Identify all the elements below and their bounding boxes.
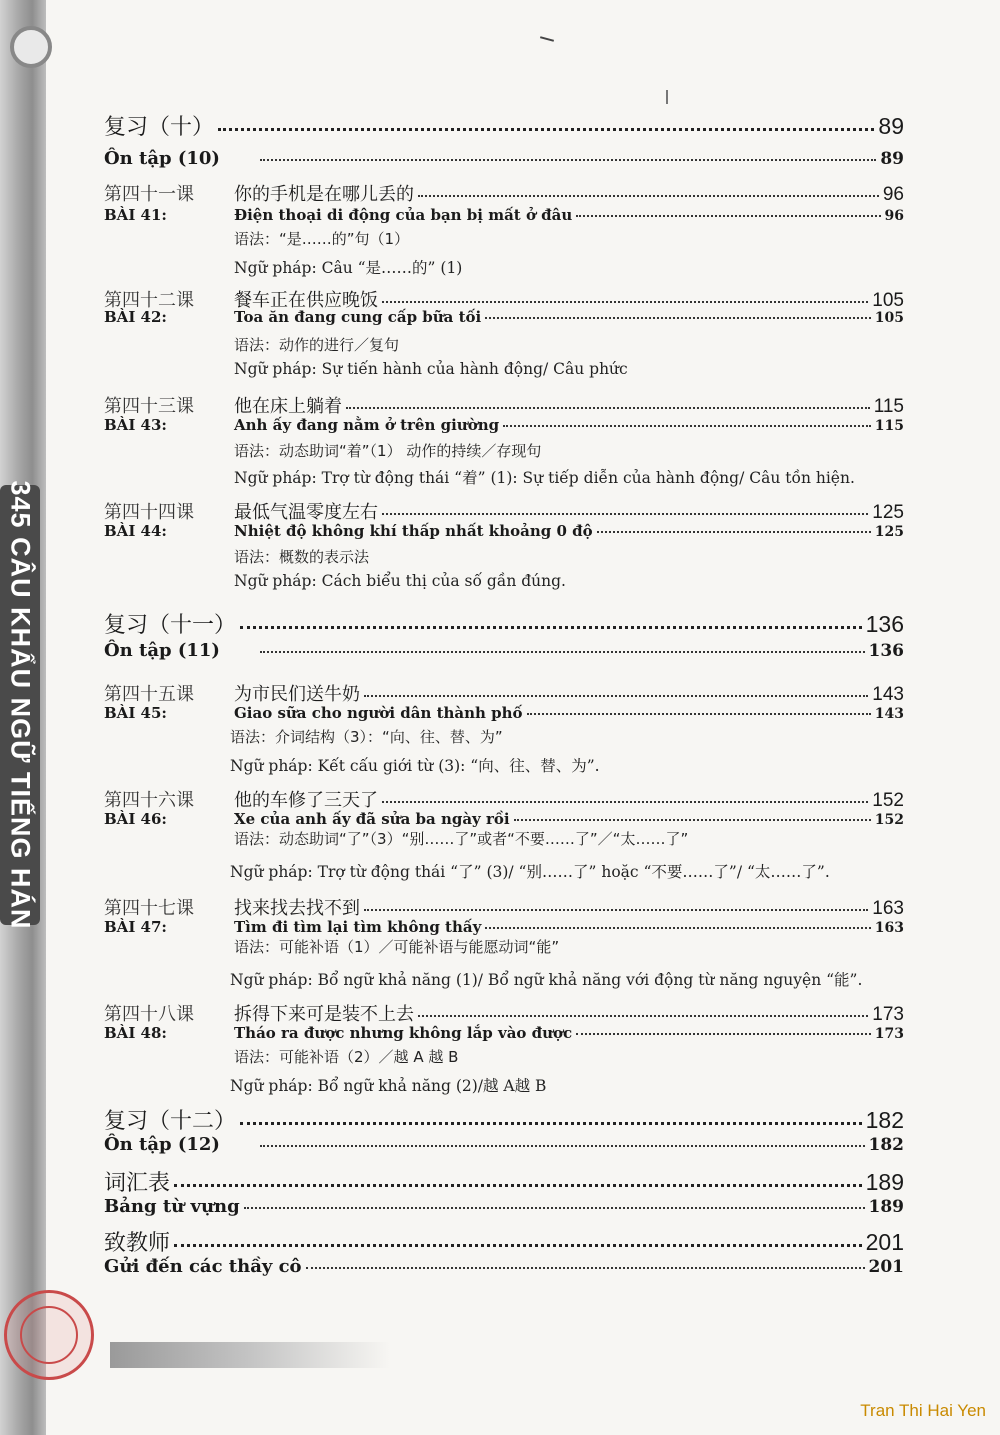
grammar-cn: 语法：“是……的”句（1） — [234, 230, 410, 248]
scan-mark — [540, 36, 554, 42]
toc-lesson-47-cn[interactable]: 第四十七课 找来找去找不到 163 — [104, 898, 904, 919]
toc-lesson-41-vi[interactable]: BÀI 41: Điện thoại di động của bạn bị mất ở đâu 96 — [104, 206, 904, 224]
grammar-vi: Ngữ pháp: Bổ ngữ khả năng (2)/越 A越 B — [230, 1077, 547, 1095]
toc-review-10-vi[interactable]: Ôn tập (10) 89 — [104, 148, 904, 169]
toc-lesson-42-cn[interactable]: 第四十二课 餐车正在供应晚饭 105 — [104, 290, 904, 311]
toc-review-10-cn[interactable]: 复习（十） 89 — [104, 113, 904, 140]
grammar-cn: 语法：动态助词“着”（1） 动作的持续／存现句 — [234, 442, 542, 460]
toc-teachers-vi[interactable]: Gửi đến các thầy cô 201 — [104, 1256, 904, 1277]
toc-lesson-46-cn[interactable]: 第四十六课 他的车修了三天了 152 — [104, 790, 904, 811]
watermark: Tran Thi Hai Yen — [860, 1401, 986, 1420]
grammar-cn: 语法：概数的表示法 — [234, 548, 370, 566]
scan-mark — [666, 90, 668, 104]
toc-teachers-cn[interactable]: 致教师 201 — [104, 1229, 904, 1256]
spine-ring-icon — [10, 26, 52, 68]
grammar-vi: Ngữ pháp: Trợ từ động thái “了” (3)/ “别……了” hoặc “不要……了”/ “太……了”. — [230, 863, 830, 881]
book-spine — [0, 0, 46, 1435]
toc-lesson-44-vi[interactable]: BÀI 44: Nhiệt độ không khí thấp nhất khoảng 0 độ 125 — [104, 522, 904, 540]
side-label: 345 CÂU KHẨU NGỮ TIẾNG HÁN — [5, 480, 36, 930]
grammar-cn: 语法：动作的进行／复句 — [234, 336, 400, 354]
grammar-vi: Ngữ pháp: Trợ từ động thái “着” (1): Sự tiếp diễn của hành động/ Câu tồn hiện. — [234, 469, 855, 487]
toc-lesson-45-vi[interactable]: BÀI 45: Giao sữa cho người dân thành phố 143 — [104, 704, 904, 722]
grammar-vi: Ngữ pháp: Câu “是……的” (1) — [234, 259, 463, 277]
grammar-cn: 语法：可能补语（1）／可能补语与能愿动词“能” — [234, 938, 560, 956]
toc-lesson-43-vi[interactable]: BÀI 43: Anh ấy đang nằm ở trên giường 115 — [104, 416, 904, 434]
toc-lesson-46-vi[interactable]: BÀI 46: Xe của anh ấy đã sửa ba ngày rồi 152 — [104, 810, 904, 828]
toc-review-12-cn[interactable]: 复习（十二） 182 — [104, 1107, 904, 1134]
toc-vocab-cn[interactable]: 词汇表 189 — [104, 1169, 904, 1196]
grammar-vi: Ngữ pháp: Sự tiến hành của hành động/ Câu phức — [234, 360, 628, 378]
decorative-bar — [110, 1342, 390, 1368]
toc-lesson-43-cn[interactable]: 第四十三课 他在床上躺着 115 — [104, 396, 904, 417]
toc-lesson-45-cn[interactable]: 第四十五课 为市民们送牛奶 143 — [104, 684, 904, 705]
grammar-vi: Ngữ pháp: Bổ ngữ khả năng (1)/ Bổ ngữ khả năng với động từ năng nguyện “能”. — [230, 971, 863, 989]
toc-lesson-47-vi[interactable]: BÀI 47: Tìm đi tìm lại tìm không thấy 163 — [104, 918, 904, 936]
grammar-cn: 语法：介词结构（3）：“向、往、替、为” — [230, 728, 503, 746]
toc-lesson-41-cn[interactable]: 第四十一课 你的手机是在哪儿丢的 96 — [104, 184, 904, 205]
grammar-vi: Ngữ pháp: Kết cấu giới từ (3): “向、往、替、为”. — [230, 757, 600, 775]
toc-review-12-vi[interactable]: Ôn tập (12) 182 — [104, 1134, 904, 1155]
library-stamp — [4, 1290, 94, 1380]
grammar-cn: 语法：动态助词“了”（3）“别……了”或者“不要……了”／“太……了” — [234, 830, 689, 848]
grammar-cn: 语法：可能补语（2）／越 A 越 B — [234, 1048, 459, 1066]
grammar-vi: Ngữ pháp: Cách biểu thị của số gần đúng. — [234, 572, 566, 590]
toc-review-11-vi[interactable]: Ôn tập (11) 136 — [104, 640, 904, 661]
spine-title-band — [0, 480, 40, 930]
toc-review-11-cn[interactable]: 复习（十一） 136 — [104, 611, 904, 638]
toc-lesson-44-cn[interactable]: 第四十四课 最低气温零度左右 125 — [104, 502, 904, 523]
toc-lesson-48-cn[interactable]: 第四十八课 拆得下来可是装不上去 173 — [104, 1004, 904, 1025]
toc-lesson-48-vi[interactable]: BÀI 48: Tháo ra được nhưng không lắp vào được 173 — [104, 1024, 904, 1042]
toc-lesson-42-vi[interactable]: BÀI 42: Toa ăn đang cung cấp bữa tối 105 — [104, 308, 904, 326]
toc-vocab-vi[interactable]: Bảng từ vựng 189 — [104, 1196, 904, 1217]
